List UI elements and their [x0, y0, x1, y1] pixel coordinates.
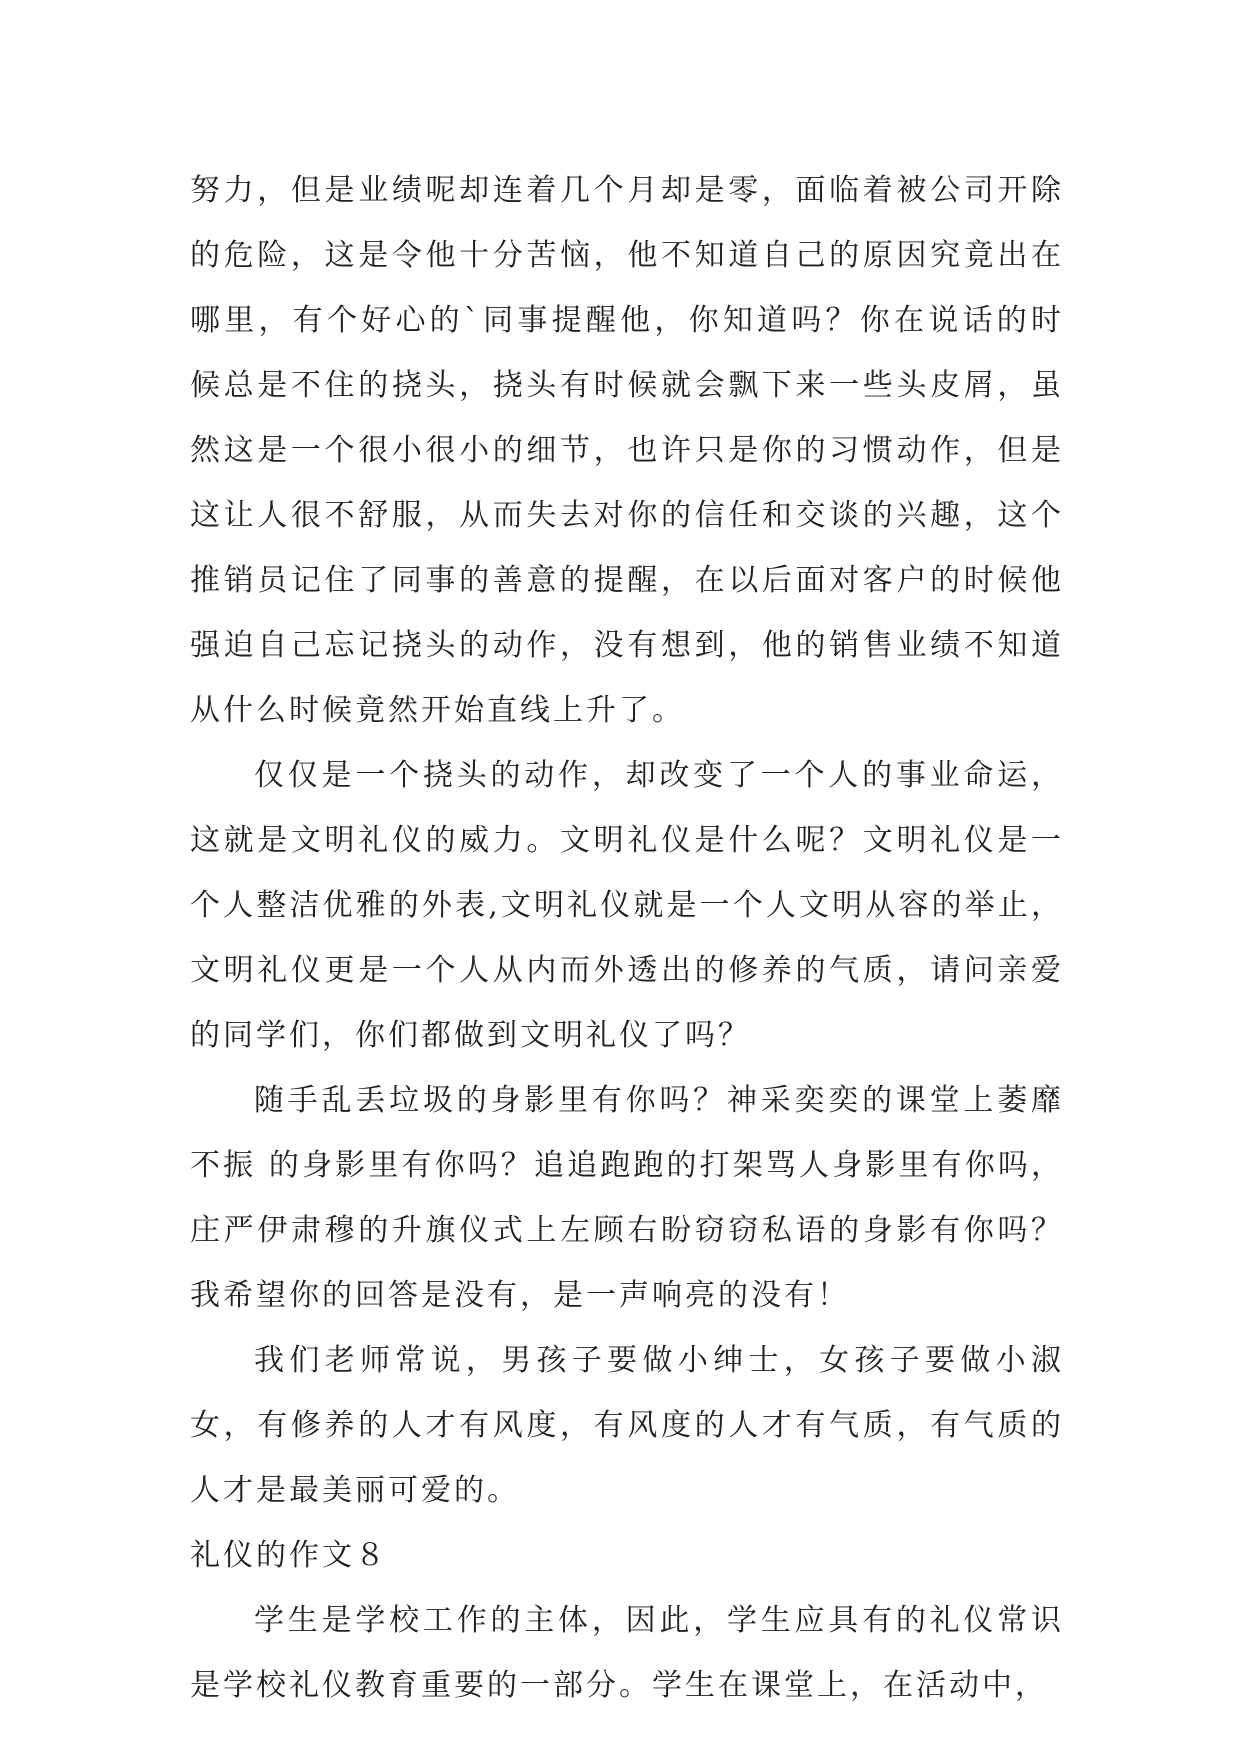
body-paragraph-5: 学生是学校工作的主体，因此，学生应具有的礼仪常识是学校礼仪教育重要的一部分。学生在课堂上，在活动中， — [190, 1603, 1064, 1703]
section-heading: 礼仪的作文８ — [190, 1538, 388, 1573]
body-paragraph-4: 我们老师常说，男孩子要做小绅士，女孩子要做小淑女，有修养的人才有风度，有风度的人才有气质，有气质的人才是最美丽可爱的。 — [190, 1343, 1064, 1508]
document-page — [190, 158, 1064, 1718]
body-paragraph-3: 随手乱丢垃圾的身影里有你吗？神采奕奕的课堂上萎靡不振 的身影里有你吗？追追跑跑的打架骂人身影里有你吗，庄严伊肃穆的升旗仪式上左顾右盼窃窃私语的身影有你吗？我希望你的回答是没有，是一声响亮的没有！ — [190, 1083, 1064, 1313]
body-paragraph-1: 努力，但是业绩呢却连着几个月却是零，面临着被公司开除的危险，这是令他十分苦恼，他不知道自己的原因究竟出在哪里，有个好心的`同事提醒他，你知道吗？你在说话的时候总是不住的挠头，挠头有时候就会飘下来一些头皮屑，虽然这是一个很小很小的细节，也许只是你的习惯动作，但是这让人很不舒服，从而失去对你的信任和交谈的兴趣，这个推销员记住了同事的善意的提醒，在以后面对客户的时候他强迫自己忘记挠头的动作，没有想到，他的销售业绩不知道从什么时候竟然开始直线上升了。 — [190, 173, 1064, 728]
body-paragraph-2: 仅仅是一个挠头的动作，却改变了一个人的事业命运，这就是文明礼仪的威力。文明礼仪是什么呢？文明礼仪是一个人整洁优雅的外表,文明礼仪就是一个人文明从容的举止，文明礼仪更是一个人从内而外透出的修养的气质，请问亲爱的同学们，你们都做到文明礼仪了吗？ — [190, 758, 1064, 1053]
